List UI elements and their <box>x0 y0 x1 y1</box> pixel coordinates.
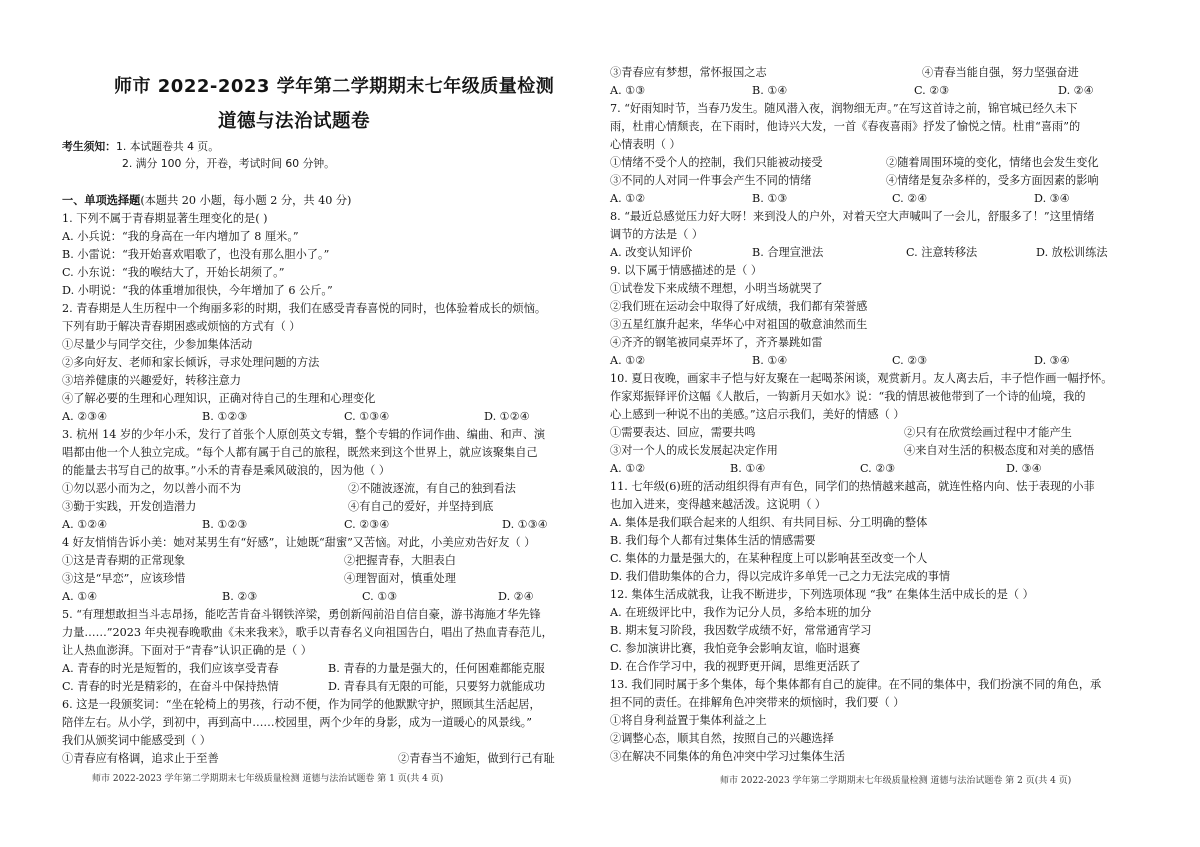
option-d: D. 放松训练法 <box>1036 246 1108 259</box>
statement: ①试卷发下来成绩不理想，小明当场就哭了 <box>610 282 823 295</box>
option-b: B. 小雷说：“我开始喜欢唱歌了，也没有那么胆小了。” <box>62 248 330 261</box>
question-stem: 雨，杜甫心情颓丧，在下雨时，他诗兴大发，一首《春夜喜雨》抒发了愉悦之情。杜甫“喜雨”的 <box>610 120 1081 133</box>
statement: ④理智面对，慎重处理 <box>344 572 456 585</box>
statement: ④青春当能自强，努力坚强奋进 <box>922 66 1079 79</box>
options-row <box>610 82 1145 100</box>
option-c: C. ①③ <box>362 590 398 603</box>
exam-title: 师市 2022-2023 学年第二学期期末七年级质量检测 <box>114 76 555 97</box>
option-d: D. ①③④ <box>502 518 548 531</box>
option-c: C. ②③ <box>914 84 950 97</box>
question-stem: 3. 杭州 14 岁的少年小禾，发行了首张个人原创英文专辑，整个专辑的作词作曲、编曲、和声、演 <box>62 428 546 441</box>
option-c: C. 集体的力量是强大的，在某种程度上可以影响甚至改变一个人 <box>610 552 928 565</box>
statement: ①青春应有格调，追求止于至善 <box>62 752 219 765</box>
question-stem: 9. 以下属于情感描述的是（ ） <box>610 264 763 277</box>
statement-row <box>62 570 590 588</box>
option-b: B. ①④ <box>752 84 788 97</box>
option-b: B. ②③ <box>222 590 258 603</box>
option-a: A. 改变认知评价 <box>610 246 693 259</box>
options-row <box>62 678 590 696</box>
question-stem: 8. “最近总感觉压力好大呀！来到没人的户外，对着天空大声喊叫了一会儿，舒服多了！”这里情绪 <box>610 210 1095 223</box>
statement: ①将自身利益置于集体利益之上 <box>610 714 767 727</box>
option-a: A. ②③④ <box>62 410 108 423</box>
option-a: A. 青春的时光是短暂的，我们应该享受青春 <box>62 662 279 675</box>
option-b: B. ①②③ <box>202 518 248 531</box>
statement: ③对一个人的成长发展起决定作用 <box>610 444 778 457</box>
statement: ③勤于实践，开发创造潜力 <box>62 500 197 513</box>
option-d: D. ①②④ <box>484 410 530 423</box>
statement: ③培养健康的兴趣爱好，转移注意力 <box>62 374 242 387</box>
options-row <box>62 588 590 606</box>
option-a: A. ①② <box>610 354 646 367</box>
option-c: C. ①③④ <box>344 410 390 423</box>
section-title: 一、单项选择题 <box>62 194 141 207</box>
statement-row <box>62 552 590 570</box>
statement: ③这是“早恋”，应该珍惜 <box>62 572 186 585</box>
statement: ③青春应有梦想，常怀报国之志 <box>610 66 767 79</box>
statement: ④有自己的爱好，并坚持到底 <box>348 500 494 513</box>
option-d: D. ③④ <box>1034 192 1070 205</box>
option-b: B. ①④ <box>730 462 766 475</box>
option-a: A. ①②④ <box>62 518 108 531</box>
option-c: C. 参加演讲比赛，我怕竞争会影响友谊，临时退赛 <box>610 642 861 655</box>
option-b: B. 合理宣泄法 <box>752 246 824 259</box>
statement: ①勿以恶小而为之，勿以善小而不为 <box>62 482 242 495</box>
statement: ②只有在欣赏绘画过程中才能产生 <box>904 426 1072 439</box>
option-a: A. 集体是我们联合起来的人组织、有共同目标、分工明确的整体 <box>610 516 928 529</box>
statement: ③不同的人对同一件事会产生不同的情绪 <box>610 174 812 187</box>
option-c: C. 青春的时光是精彩的，在奋斗中保持热情 <box>62 680 279 693</box>
option-c: C. ②③ <box>892 354 928 367</box>
option-a: A. ①④ <box>62 590 98 603</box>
statement: ②把握青春，大胆表白 <box>344 554 456 567</box>
option-a: A. ①② <box>610 192 646 205</box>
question-stem: 担不同的责任。在排解角色冲突带来的烦恼时，我们要（ ） <box>610 696 905 709</box>
exam-subtitle: 道德与法治试题卷 <box>218 111 371 132</box>
question-stem: 心上感到一种说不出的美感。”这启示我们，美好的情感（ ） <box>610 408 905 421</box>
option-a: A. ①② <box>610 462 646 475</box>
option-b: B. 青春的力量是强大的，任何困难都能克服 <box>328 662 545 675</box>
question-stem: 5. “有理想敢担当斗志昂扬，能吃苦肯奋斗钢铁淬梁，勇创新闯前沿自信自豪，游书海施才华先锋 <box>62 608 541 621</box>
option-b: B. ①②③ <box>202 410 248 423</box>
options-row <box>62 516 590 534</box>
page-2-footer: 师市 2022-2023 学年第二学期期末七年级质量检测 道德与法治试题卷 第 2 页(共 4 页) <box>720 776 1072 786</box>
option-c: C. ②④ <box>892 192 928 205</box>
statement-row <box>62 498 590 516</box>
statement: ②不随波逐流，有自己的独到看法 <box>348 482 516 495</box>
statement: ③在解决不同集体的角色冲突中学习过集体生活 <box>610 750 845 763</box>
option-c: C. 注意转移法 <box>906 246 978 259</box>
statement: ③五星红旗升起来，华华心中对祖国的敬意油然而生 <box>610 318 868 331</box>
question-stem: 1. 下列不属于青春期显著生理变化的是( ) <box>62 212 268 225</box>
option-c: C. ②③④ <box>344 518 390 531</box>
question-stem: 的能量去书写自己的故事。”小禾的青春是乘风破浪的，因为他（ ） <box>62 464 391 477</box>
question-stem: 唱都由他一个人独立完成。“每个人都有属于自己的旅程，既然来到这个世界上，就应该聚集自己 <box>62 446 538 459</box>
option-b: B. 期末复习阶段，我因数学成绩不好，常常通宵学习 <box>610 624 872 637</box>
option-b: B. ①③ <box>752 192 788 205</box>
question-stem: 陪伴左右。从小学，到初中，再到高中……校园里，两个少年的身影，成为一道暖心的风景线。” <box>62 716 532 729</box>
statement: ②调整心态，顺其自然，按照自己的兴趣选择 <box>610 732 834 745</box>
options-row <box>610 244 1145 262</box>
question-stem: 6. 这是一段颁奖词：“坐在轮椅上的男孩，行动不便，作为同学的他默默守护，照顾其生活起居， <box>62 698 541 711</box>
question-stem: 心情表明（ ） <box>610 138 681 151</box>
question-stem: 下列有助于解决青春期困惑或烦恼的方式有（ ） <box>62 320 301 333</box>
section-heading <box>62 192 351 210</box>
option-d: D. 在合作学习中，我的视野更开阔，思维更活跃了 <box>610 660 861 673</box>
notice-item-1: 1. 本试题卷共 4 页。 <box>115 140 220 153</box>
statement: ①情绪不受个人的控制，我们只能被动接受 <box>610 156 823 169</box>
statement-row <box>62 480 590 498</box>
page-1-footer: 师市 2022-2023 学年第二学期期末七年级质量检测 道德与法治试题卷 第 1 页(共 4 页) <box>92 774 444 784</box>
option-d: D. 我们借助集体的合力，得以完成许多单凭一己之力无法完成的事情 <box>610 570 951 583</box>
option-d: D. ③④ <box>1034 354 1070 367</box>
statement-row <box>610 154 1145 172</box>
notice-item-2: 2. 满分 100 分，开卷，考试时间 60 分钟。 <box>122 157 335 170</box>
option-c: C. ②③ <box>860 462 896 475</box>
option-a: A. 在班级评比中，我作为记分人员，多给本班的加分 <box>610 606 872 619</box>
options-row <box>62 660 590 678</box>
statement-row <box>610 172 1145 190</box>
statement-row <box>610 442 1145 460</box>
statement: ④了解必要的生理和心理知识，正确对待自己的生理和心理变化 <box>62 392 376 405</box>
question-stem: 力量……”2023 年央视春晚歌曲《未来我来》，歌手以青春名义向祖国告白，唱出了热血青春范儿， <box>62 626 553 639</box>
question-stem: 13. 我们同时属于多个集体，每个集体都有自己的旋律。在不同的集体中，我们扮演不同的角色，承 <box>610 678 1102 691</box>
notice-label: 考生须知： <box>62 140 116 153</box>
statement: ①尽量少与同学交往，少参加集体活动 <box>62 338 253 351</box>
question-stem: 我们从颁奖词中能感受到（ ） <box>62 734 211 747</box>
option-d: D. ③④ <box>1006 462 1042 475</box>
option-c: C. 小东说：“我的喉结大了，开始长胡须了。” <box>62 266 285 279</box>
statement: ②多向好友、老师和家长倾诉，寻求处理问题的方法 <box>62 356 320 369</box>
question-stem: 11. 七年级(6)班的活动组织得有声有色，同学们的热情越来越高，就连性格内向、怯于表现的小菲 <box>610 480 1095 493</box>
option-d: D. 小明说：“我的体重增加很快，今年增加了 6 公斤。” <box>62 284 333 297</box>
options-row <box>610 190 1145 208</box>
option-b: B. ①④ <box>752 354 788 367</box>
statement: ④齐齐的钢笔被同桌弄坏了，齐齐暴跳如雷 <box>610 336 823 349</box>
question-stem: 也加入进来，变得越来越活泼。这说明（ ） <box>610 498 827 511</box>
statement: ①这是青春期的正常现象 <box>62 554 186 567</box>
question-stem: 调节的方法是（ ） <box>610 228 704 241</box>
option-d: D. ②④ <box>498 590 534 603</box>
question-stem: 让人热血澎湃。下面对于“青春”认识正确的是（ ） <box>62 644 312 657</box>
option-a: A. 小兵说：“我的身高在一年内增加了 8 厘米。” <box>62 230 299 243</box>
statement-row <box>610 64 1145 82</box>
question-stem: 12. 集体生活成就我，让我不断进步，下列选项体现 “我” 在集体生活中成长的是（ ） <box>610 588 1034 601</box>
options-row <box>610 352 1145 370</box>
question-stem: 2. 青春期是人生历程中一个绚丽多彩的时期，我们在感受青春喜悦的同时，也体验着成长的烦恼。 <box>62 302 547 315</box>
option-d: D. 青春具有无限的可能，只要努力就能成功 <box>328 680 546 693</box>
question-stem: 10. 夏日夜晚，画家丰子恺与好友聚在一起喝茶闲谈，观赏新月。友人离去后，丰子恺作画一幅抒怀。 <box>610 372 1113 385</box>
statement-row <box>62 750 590 768</box>
section-note: (本题共 20 小题，每小题 2 分，共 40 分) <box>140 194 352 207</box>
options-row <box>62 408 590 426</box>
statement: ②随着周围环境的变化，情绪也会发生变化 <box>886 156 1099 169</box>
question-stem: 7. “好雨知时节，当春乃发生。随风潜入夜，润物细无声。”在写这首诗之前，锦官城已经久未下 <box>610 102 1078 115</box>
options-row <box>610 460 1145 478</box>
question-stem: 4 好友悄悄告诉小美：她对某男生有“好感”，让她既“甜蜜”又苦恼。对此，小美应劝告好友（ ） <box>62 536 536 549</box>
option-d: D. ②④ <box>1058 84 1094 97</box>
statement: ④情绪是复杂多样的，受多方面因素的影响 <box>886 174 1099 187</box>
option-b: B. 我们每个人都有过集体生活的情感需要 <box>610 534 816 547</box>
statement: ②我们班在运动会中取得了好成绩，我们都有荣誉感 <box>610 300 868 313</box>
statement: ①需要表达、回应，需要共鸣 <box>610 426 756 439</box>
question-stem: 作家郑振铎评价这幅《人散后，一钩新月天如水》说：“我的情思被他带到了一个诗的仙境，我的 <box>610 390 1086 403</box>
statement: ④来自对生活的积极态度和对美的感悟 <box>904 444 1095 457</box>
statement: ②青春当不逾矩，做到行己有耻 <box>398 752 555 765</box>
option-a: A. ①③ <box>610 84 646 97</box>
statement-row <box>610 424 1145 442</box>
notice-line-1 <box>62 138 219 156</box>
